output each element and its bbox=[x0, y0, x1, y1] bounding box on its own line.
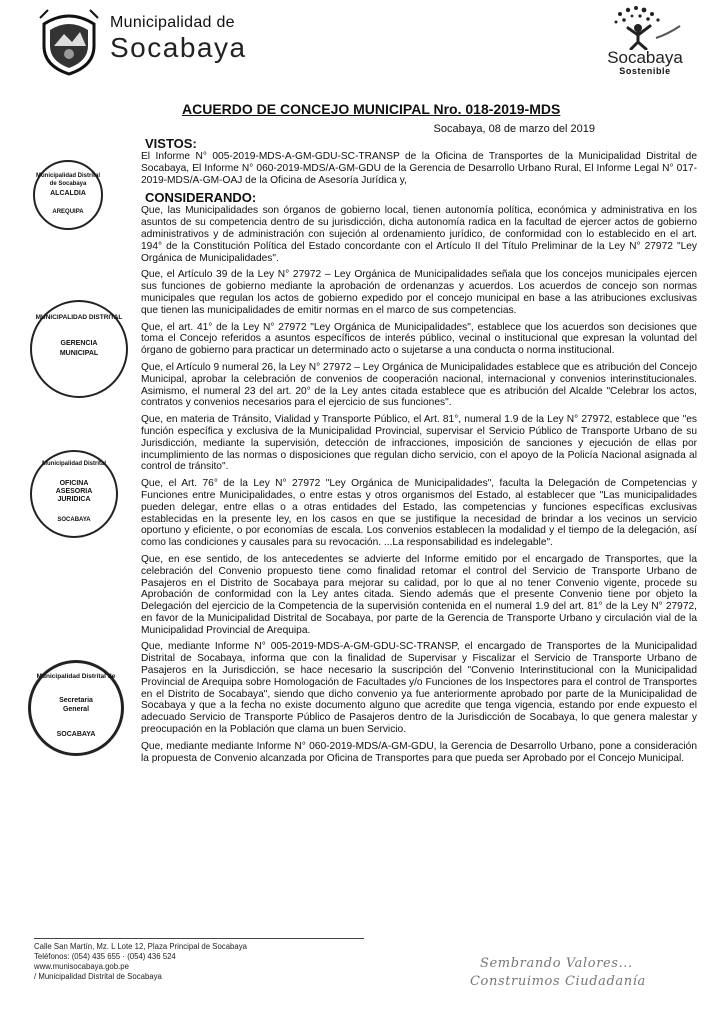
asesoria-stamp bbox=[30, 450, 118, 538]
brand-name: Socabaya bbox=[607, 48, 683, 67]
footer-facebook: / Municipalidad Distrital de Socabaya bbox=[34, 972, 162, 981]
vistos-heading: VISTOS: bbox=[145, 136, 197, 151]
footer-contact bbox=[34, 942, 334, 982]
stamp-center-text: Secretaria bbox=[59, 697, 93, 704]
document-date: Socabaya, 08 de marzo del 2019 bbox=[433, 123, 595, 135]
stamp-bottom-text: SOCABAYA bbox=[56, 731, 96, 738]
footer-divider bbox=[34, 938, 364, 939]
considerando-heading: CONSIDERANDO: bbox=[145, 190, 257, 206]
slogan-line1: Sembrando Valores... bbox=[480, 956, 633, 971]
stamp-center-text: ALCALDIA bbox=[50, 190, 86, 197]
stamp-ring-text: Municipalidad Distrital bbox=[41, 461, 106, 467]
considerando-paragraph-4: Que, el Artículo 9 numeral 26, la Ley N° 27972 – Ley Orgánica de Municipalidades establece que es atribución del Concejo Municipal, aprobar la celebración de convenios de cooperación nacional, internacional y convenios interinstitucionales. Asimismo, el numeral 23 del art. 20° de la Ley antes citada establece que es atribución del Alcalde "Celebrar los actos, contratos y convenios necesarios para el ejercicio de sus funciones". bbox=[141, 361, 697, 409]
footer-website: www.munisocabaya.gob.pe bbox=[34, 962, 129, 971]
stamp-ring-text: Municipalidad Distrital de Socabaya bbox=[35, 173, 100, 187]
header-title-line1: Municipalidad de bbox=[110, 14, 235, 31]
gerencia-stamp bbox=[30, 300, 128, 398]
stamp-ring-text: Municipalidad Distrital de bbox=[36, 673, 116, 680]
stamp-center-text: GERENCIA bbox=[60, 340, 98, 347]
document-body bbox=[141, 137, 697, 769]
sostenible-figure-icon bbox=[600, 4, 686, 50]
document-title: ACUERDO DE CONCEJO MUNICIPAL Nro. 018-2019-MDS bbox=[182, 101, 561, 117]
slogan-line2: Construimos Ciudadanía bbox=[470, 974, 646, 989]
secretaria-stamp bbox=[28, 660, 124, 756]
considerando-paragraph-7: Que, en ese sentido, de los antecedentes se advierte del Informe emitido por el encargado de Transportes, que la celebración del Convenio propuesto tiene como finalidad retomar el control del Servicio de Transporte Urbano de Pasajeros en el Distrito de Socabaya para mejorar su calidad, por lo que al no tener Convenio vigente, procede su Aprobación de conformidad con la Ley antes citada. Siendo además que el presente Convenio tiene por objeto la Delegación del ejercicio de la Competencia de la supervisión contenida en el numeral 1.9 del art. 81° de la Ley N° 27972, en favor de la Municipalidad Distrital de Socabaya, por parte de la Gerencia de Transporte Urbano y circulación vial de la Municipalidad Provincial de Arequipa. bbox=[141, 553, 697, 636]
vistos-paragraph: El Informe N° 005-2019-MDS-A-GM-GDU-SC-TRANSP de la Oficina de Transportes de la Municipalidad Distrital de Socabaya, El Informe N° 060-2019-MDS/A-GM-GDU de la Gerencia de Desarrollo Urbano Rural, El Informe Legal N° 017-2019-MDS/A-GM-OAJ de la Oficina de Asesoría Jurídica y, bbox=[141, 151, 697, 186]
considerando-paragraph-9: Que, mediante mediante Informe N° 060-2019-MDS/A-GM-GDU, la Gerencia de Desarrollo Urbano, pone a consideración la propuesta de Convenio alcanzada por Oficina de Transportes para que pueda ser Aprobado por el Concejo Municipal. bbox=[141, 740, 697, 764]
stamp-bottom-text: AREQUIPA bbox=[52, 209, 84, 215]
municipal-shield-logo bbox=[36, 6, 102, 76]
stamp-center-text: MUNICIPAL bbox=[59, 350, 99, 357]
stamp-center-text: JURIDICA bbox=[57, 496, 91, 503]
stamp-bottom-text: SOCABAYA bbox=[57, 517, 91, 523]
considerando-paragraph-2: Que, el Artículo 39 de la Ley N° 27972 – Ley Orgánica de Municipalidades señala que los concejos municipales ejercen sus funciones de gobierno mediante la aprobación de ordenanzas y acuerdos. Los acuerdos de concejo son normas municipales que regulan los actos de gobierno expedido por el concejo municipal en base a las atribuciones exclusivas que tienen las municipalidades de emitir normas en el marco de sus competencias. bbox=[141, 269, 697, 316]
considerando-paragraph-8: Que, mediante Informe N° 005-2019-MDS-A-GM-GDU-SC-TRANSP, el encargado de Transportes de la Municipalidad Distrital de Socabaya, informa que con la finalidad de Supervisar y Fiscalizar el Servicio de Transporte Urbano de Pasajeros en la Jurisdicción, se hace necesario la suscripción del "Convenio Interinstitucional con la Municipalidad Provincial de Arequipa sobre Homologación de Facultades y/o Funciones de los Inspectores para el control de Transportes en el Distrito de Socabaya", siendo que dicho convenio ya fue anteriormente aprobado por parte de la Municipalidad de Socabaya y que a la fecha no existe documento alguno que acredite que tenga vigencia, estando por ende expuesto el adecuado Servicio de Transporte Público de Pasajeros dentro de la Jurisdicción de Socabaya, lo que genera malestar y preocupación en la Población que clama un buen Servicio. bbox=[141, 641, 697, 736]
considerando-paragraph-3: Que, el art. 41° de la Ley N° 27972 "Ley Orgánica de Municipalidades", establece que los acuerdos son decisiones que toma el Concejo referidos a asuntos específicos de interés público, vecinal o institucional que expresan la voluntad del órgano de gobierno para practicar un determinado acto o sujetarse a una conducta o norma institucional. bbox=[141, 321, 697, 357]
stamp-center-text: ASESORIA bbox=[55, 488, 93, 495]
footer-phones: Teléfonos: (054) 435 655 · (054) 436 524 bbox=[34, 952, 176, 961]
footer-address: Calle San Martín, Mz. L Lote 12, Plaza Principal de Socabaya bbox=[34, 942, 247, 951]
stamp-center-text: General bbox=[62, 706, 90, 713]
brand-block bbox=[584, 4, 704, 80]
stamp-center-text: OFICINA bbox=[59, 480, 89, 487]
considerando-paragraph-1: Que, las Municipalidades son órganos de gobierno local, tienen autonomía política, económica y administrativa en los asuntos de su competencia dentro de su jurisdicción, dicha autonomía radica en la facultad de ejercer actos de gobierno administrativos y de administración con sujeción al ordenamiento jurídico, de conformidad con lo establecido en el art. 194° de la Constitución Política del Estado concordante con el Artículo II del Título Preliminar de la Ley N° 27972 "Ley Orgánica de Municipalidades". bbox=[141, 205, 697, 264]
brand-tagline: Sostenible bbox=[619, 66, 671, 76]
considerando-paragraph-5: Que, en materia de Tránsito, Vialidad y Transporte Público, el Art. 81°, numeral 1.9 de la Ley N° 27972, establece que "es función específica y exclusiva de la Municipalidad Provincial, supervisar el Servicio Público de Transporte Urbano de su Jurisdicción, mediante la supervisión, detección de infracciones, imposición de sanciones y ejecución de ellas por incumplimiento de las normas o disposiciones que regulan dicho servicio, con el apoyo de la Policía Nacional asignada al control de tránsito". bbox=[141, 414, 697, 473]
alcaldia-stamp bbox=[33, 160, 103, 230]
considerando-paragraph-6: Que, el Art. 76° de la Ley N° 27972 "Ley Orgánica de Municipalidades", faculta la Delegación de Competencias y Funciones entre Municipalidades, o entre estas y otros organismos del Estado, al establecer que "Las municipalidades pueden delegar, entre ellas o a otras entidades del Estado, las competencias y funciones específicas exclusivas establecidas en la presente ley, en los casos en que se justifique la necesidad de brindar a los vecinos un servicio oportuno y eficiente, o por economías de escala. Los convenios establecen la modalidad y el tiempo de la delegación, así como las condiciones y causales para su revocación. ...La responsabilidad es indelegable". bbox=[141, 478, 697, 549]
header-title-line2: Socabaya bbox=[110, 32, 247, 63]
stamp-ring-text: MUNICIPALIDAD DISTRITAL bbox=[35, 314, 123, 321]
